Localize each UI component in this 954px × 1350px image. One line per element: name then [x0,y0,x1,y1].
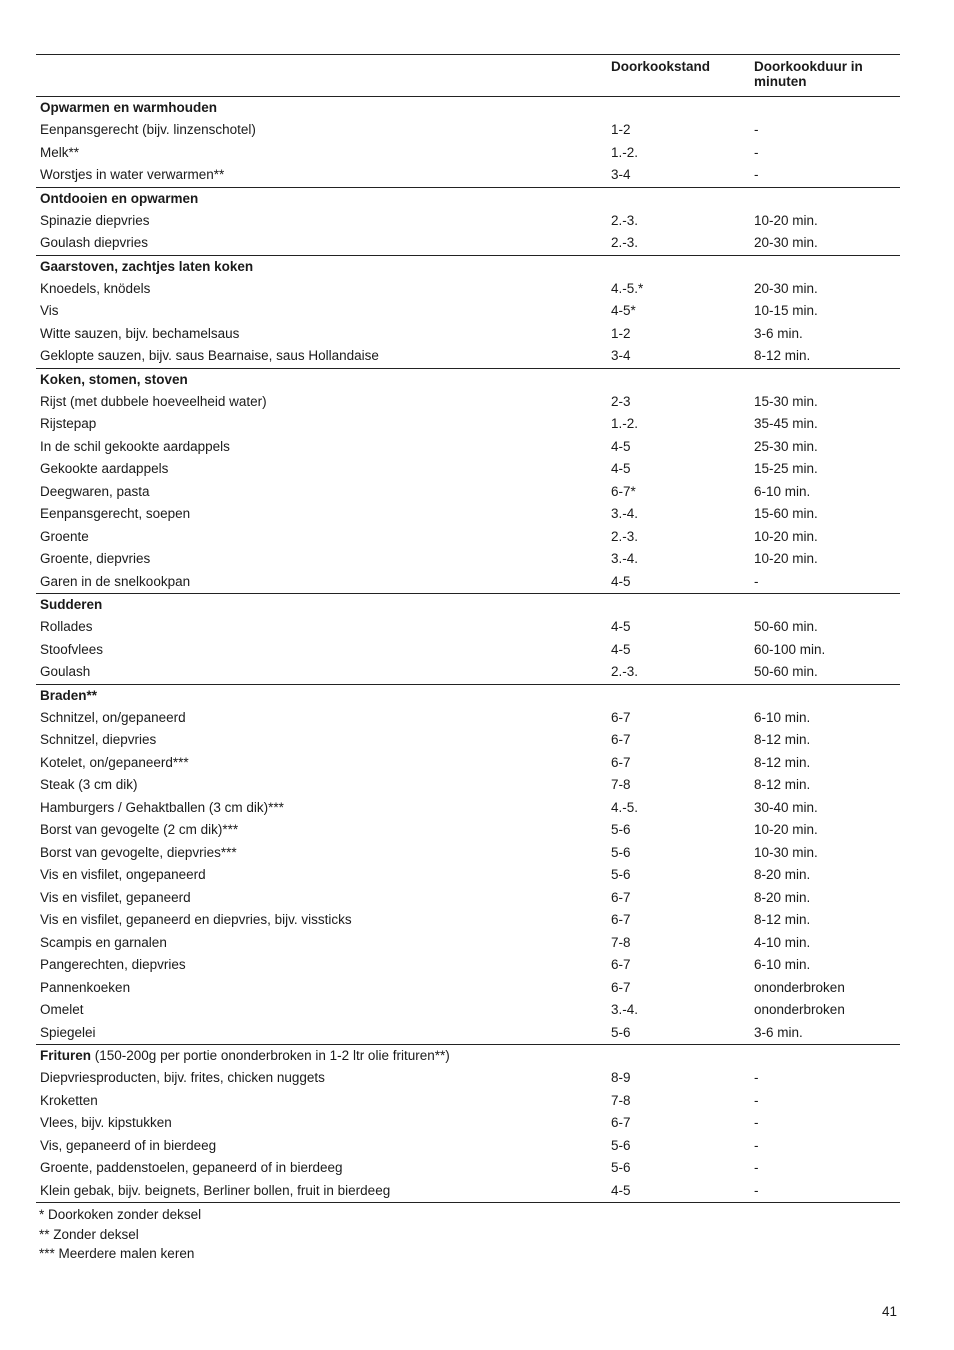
table-row [36,639,900,662]
cooking-duration: 50-60 min. [754,619,818,634]
cooking-table [36,54,900,1264]
section-title-text: Gaarstoven, zachtjes laten koken [40,258,254,274]
table-row [36,707,900,730]
cooking-duration: - [754,1070,759,1085]
cooking-duration: 10-20 min. [754,528,818,544]
table-section [36,369,900,595]
section-title-text: Sudderen [40,597,103,612]
table-row [36,909,900,932]
cooking-level: 3.-4. [611,506,639,521]
cooking-level: 5-6 [611,1024,631,1040]
table-section [36,97,900,188]
cooking-duration: 8-12 min. [754,732,811,747]
cooking-duration: - [754,1182,759,1198]
cooking-level: 4-5 [611,438,631,454]
cooking-level: 3.-4. [611,1002,639,1017]
section-title [36,369,900,391]
table-row [36,142,900,165]
cooking-level: 5-6 [611,1137,631,1153]
cooking-duration: 30-40 min. [754,799,818,815]
cooking-duration: - [754,573,759,589]
table-row [36,999,900,1022]
table-row [36,323,900,346]
cooking-level: 6-7 [611,754,631,770]
cooking-level: 4-5* [611,303,636,318]
dish-name: Stoofvlees [40,641,104,657]
cooking-duration: 60-100 min. [754,641,826,657]
dish-name: Vis en visfilet, gepaneerd en diepvries, bijv. vissticks [40,912,352,927]
table-row [36,458,900,481]
cooking-duration: 50-60 min. [754,664,818,679]
cooking-level: 6-7 [611,1115,631,1130]
cooking-duration: 20-30 min. [754,235,818,250]
section-title-text: Opwarmen en warmhouden [40,100,218,115]
table-section [36,188,900,256]
dish-name: Gekookte aardappels [40,461,169,476]
cooking-duration: 3-6 min. [754,325,803,341]
cooking-duration: 15-30 min. [754,393,818,409]
cooking-level: 4-5 [611,619,631,634]
cooking-duration: 8-12 min. [754,777,811,792]
dish-name: Borst van gevogelte, diepvries*** [40,844,237,860]
cooking-duration: 6-10 min. [754,483,811,499]
table-row [36,436,900,459]
cooking-level: 7-8 [611,934,631,950]
dish-name: Vis [40,303,59,318]
table-row [36,413,900,436]
dish-name: Vis, gepaneerd of in bierdeeg [40,1137,217,1153]
dish-name: Spiegelei [40,1024,96,1040]
dish-name: Goulash [40,664,91,679]
table-row [36,932,900,955]
cooking-level: 6-7 [611,889,631,905]
dish-name: In de schil gekookte aardappels [40,438,230,454]
table-row [36,729,900,752]
table-row [36,797,900,820]
table-row [36,1112,900,1135]
cooking-duration: - [754,1137,759,1153]
cooking-level: 8-9 [611,1070,631,1085]
cooking-level: 3-4 [611,167,631,182]
section-title [36,97,900,119]
section-title-text: Ontdooien en opwarmen [40,190,199,206]
table-row [36,1090,900,1113]
dish-name: Groente, diepvries [40,551,151,566]
cooking-level: 6-7 [611,732,631,747]
footnote: * Doorkoken zonder deksel [39,1207,202,1222]
cooking-duration: - [754,144,759,160]
table-row [36,1067,900,1090]
table-section [36,685,900,1046]
table-body [36,97,900,1203]
dish-name: Eenpansgerecht, soepen [40,506,191,521]
dish-name: Hamburgers / Gehaktballen (3 cm dik)*** [40,799,284,815]
cooking-duration: 6-10 min. [754,709,811,725]
table-row [36,300,900,323]
cooking-duration: 15-60 min. [754,506,818,521]
section-title [36,1045,900,1067]
cooking-duration: 3-6 min. [754,1024,803,1040]
cooking-duration: 8-20 min. [754,867,811,882]
cooking-level: 1-2 [611,122,631,137]
table-row [36,210,900,233]
dish-name: Klein gebak, bijv. beignets, Berliner bollen, fruit in bierdeeg [40,1182,391,1198]
table-row [36,391,900,414]
table-section [36,594,900,685]
table-row [36,661,900,684]
cooking-duration: 10-20 min. [754,212,818,228]
table-row [36,616,900,639]
table-row [36,1180,900,1203]
table-row [36,752,900,775]
footnote: ** Zonder deksel [39,1226,139,1242]
cooking-level: 2.-3. [611,212,639,228]
cooking-duration: - [754,1115,759,1130]
cooking-duration: 10-20 min. [754,822,818,837]
dish-name: Scampis en garnalen [40,934,167,950]
dish-name: Schnitzel, on/gepaneerd [40,709,186,725]
cooking-level: 1.-2. [611,416,639,431]
cooking-duration: 10-30 min. [754,844,818,860]
section-title-text: Frituren [40,1048,92,1063]
dish-name: Rollades [40,619,93,634]
table-row [36,526,900,549]
dish-name: Borst van gevogelte (2 cm dik)*** [40,822,239,837]
cooking-level: 4-5 [611,461,631,476]
section-title [36,685,900,707]
cooking-duration: 6-10 min. [754,957,811,972]
table-section [36,1045,900,1203]
table-row [36,481,900,504]
dish-name: Omelet [40,1002,84,1017]
cooking-level: 1-2 [611,325,631,341]
cooking-level: 6-7 [611,979,631,995]
cooking-level: 3-4 [611,348,631,363]
cooking-duration: 15-25 min. [754,461,818,476]
dish-name: Groente [40,528,89,544]
cooking-duration: 20-30 min. [754,280,818,296]
table-row [36,1022,900,1045]
section-title [36,256,900,278]
cooking-duration: 35-45 min. [754,416,818,431]
dish-name: Witte sauzen, bijv. bechamelsaus [40,325,240,341]
cooking-level: 6-7* [611,483,636,499]
page-number: 41 [882,1304,898,1319]
cooking-duration: 8-12 min. [754,754,811,770]
table-row [36,954,900,977]
dish-name: Steak (3 cm dik) [40,777,138,792]
cooking-level: 5-6 [611,1160,631,1175]
dish-name: Kroketten [40,1092,98,1108]
cooking-duration: 10-20 min. [754,551,818,566]
dish-name: Schnitzel, diepvries [40,732,157,747]
cooking-duration: ononderbroken [754,979,845,995]
table-row [36,119,900,142]
cooking-level: 2-3 [611,393,631,409]
table-row [36,819,900,842]
dish-name: Geklopte sauzen, bijv. saus Bearnaise, saus Hollandaise [40,348,379,363]
section-title-text: Koken, stomen, stoven [40,371,188,387]
cooking-level: 4.-5.* [611,280,644,296]
table-row [36,842,900,865]
dish-name: Eenpansgerecht (bijv. linzenschotel) [40,122,256,137]
cooking-level: 4.-5. [611,799,639,815]
cooking-level: 7-8 [611,777,631,792]
dish-name: Garen in de snelkookpan [40,573,191,589]
header-col-duration: Doorkookduur in minuten [754,59,863,89]
header-col-level: Doorkookstand [611,59,711,74]
dish-name: Rijst (met dubbele hoeveelheid water) [40,393,267,409]
cooking-duration: 4-10 min. [754,934,811,950]
cooking-level: 4-5 [611,1182,631,1198]
table-row [36,345,900,368]
cooking-level: 6-7 [611,912,631,927]
footnote: *** Meerdere malen keren [39,1246,195,1261]
cooking-level: 2.-3. [611,235,639,250]
dish-name: Knoedels, knödels [40,280,151,296]
cooking-level: 5-6 [611,822,631,837]
cooking-duration: - [754,167,759,182]
dish-name: Goulash diepvries [40,235,149,250]
cooking-level: 4-5 [611,573,631,589]
dish-name: Vis en visfilet, gepaneerd [40,889,191,905]
dish-name: Groente, paddenstoelen, gepaneerd of in bierdeeg [40,1160,343,1175]
table-row [36,977,900,1000]
cooking-duration: - [754,122,759,137]
footnotes [36,1205,900,1264]
table-row [36,1157,900,1180]
dish-name: Diepvriesproducten, bijv. frites, chicken nuggets [40,1070,325,1085]
cooking-level: 3.-4. [611,551,639,566]
table-row [36,278,900,301]
cooking-duration: 10-15 min. [754,303,818,318]
section-title [36,188,900,210]
dish-name: Kotelet, on/gepaneerd*** [40,754,189,770]
dish-name: Pannenkoeken [40,979,131,995]
dish-name: Spinazie diepvries [40,212,150,228]
dish-name: Worstjes in water verwarmen** [40,167,225,182]
cooking-level: 2.-3. [611,528,639,544]
cooking-level: 5-6 [611,867,631,882]
table-row [36,864,900,887]
section-note: (150-200g per portie ononderbroken in 1-2 ltr olie frituren**) [91,1048,450,1063]
dish-name: Vis en visfilet, ongepaneerd [40,867,206,882]
section-title-text: Braden** [40,687,98,703]
table-row [36,232,900,255]
dish-name: Rijstepap [40,416,97,431]
dish-name: Vlees, bijv. kipstukken [40,1115,172,1130]
cooking-duration: 8-20 min. [754,889,811,905]
table-row [36,571,900,594]
cooking-duration: 8-12 min. [754,912,811,927]
table-row [36,503,900,526]
table-row [36,887,900,910]
cooking-level: 2.-3. [611,664,639,679]
table-section [36,256,900,369]
dish-name: Pangerechten, diepvries [40,957,186,972]
cooking-duration: - [754,1160,759,1175]
table-header [36,54,900,97]
cooking-level: 5-6 [611,844,631,860]
cooking-duration: 25-30 min. [754,438,818,454]
table-row [36,774,900,797]
table-row [36,548,900,571]
cooking-level: 1.-2. [611,144,639,160]
dish-name: Melk** [40,144,80,160]
cooking-duration: ononderbroken [754,1002,845,1017]
cooking-level: 4-5 [611,641,631,657]
dish-name: Deegwaren, pasta [40,483,150,499]
cooking-level: 6-7 [611,957,631,972]
cooking-level: 7-8 [611,1092,631,1108]
section-title [36,594,900,616]
table-row [36,164,900,187]
table-row [36,1135,900,1158]
cooking-level: 6-7 [611,709,631,725]
cooking-duration: - [754,1092,759,1108]
cooking-duration: 8-12 min. [754,348,811,363]
